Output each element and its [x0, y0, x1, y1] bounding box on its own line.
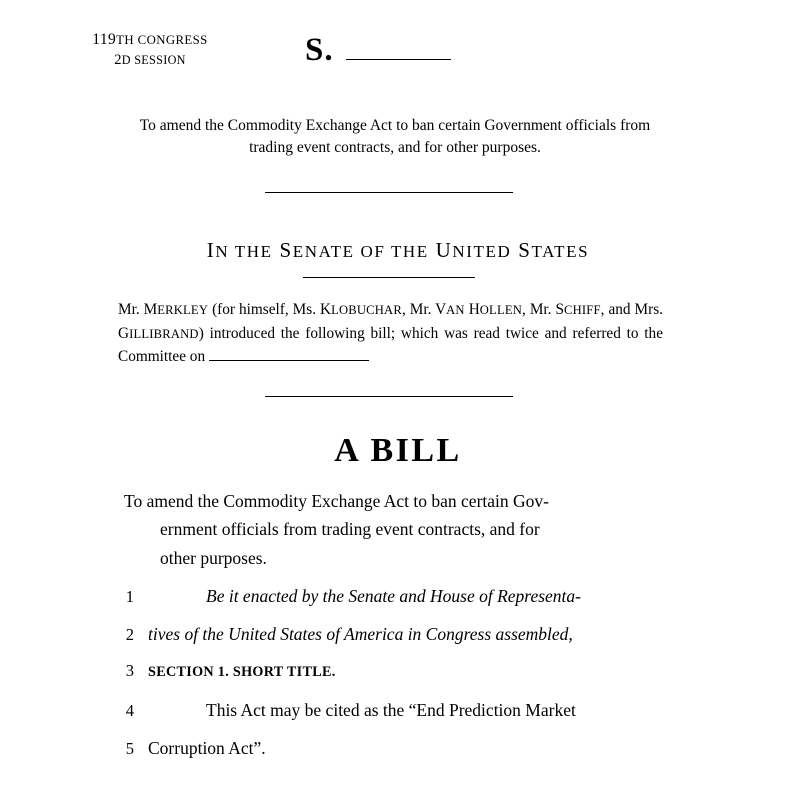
divider-rule-top: [265, 192, 513, 193]
bill-purpose-line-2: ernment officials from trading event contracts, and for: [160, 519, 540, 540]
committee-blank: [209, 347, 369, 361]
line-text: tives of the United States of America in Congress assembled,: [148, 624, 573, 644]
line-number: 3: [125, 661, 134, 680]
congress-number: 119: [92, 31, 117, 48]
bill-line: [0, 661, 796, 699]
bill-number-block: [305, 32, 451, 69]
congress-session-block: [0, 30, 290, 70]
purpose-statement: To amend the Commodity Exchange Act to ban certain Government officials from trading event contracts, and for other purposes.: [139, 117, 651, 157]
line-number: 5: [125, 739, 134, 758]
bill-purpose-line-1: To amend the Commodity Exchange Act to ban certain Gov-: [124, 491, 549, 511]
divider-rule-bottom: [265, 396, 513, 397]
bill-number-blank: [346, 37, 451, 60]
line-number: 4: [125, 701, 134, 720]
bill-purpose-paragraph: [124, 487, 656, 572]
bill-line: [0, 737, 796, 775]
session-label: [10, 51, 290, 71]
line-text: Be it enacted by the Senate and House of Representa-: [206, 586, 581, 606]
bill-line: [0, 623, 796, 661]
bill-purpose-line-3: other purposes.: [160, 547, 267, 568]
congress-label: [10, 30, 290, 51]
chamber-heading: IN THE SENATE OF THE UNITED STATES: [206, 238, 590, 262]
congress-suffix: TH CONGRESS: [116, 33, 208, 47]
bill-chamber-letter: S.: [305, 32, 334, 68]
section-heading: SECTION 1. SHORT TITLE.: [148, 664, 336, 680]
sponsors-paragraph: Mr. MERKLEY (for himself, Ms. KLOBUCHAR, Mr. VAN HOLLEN, Mr. SCHIFF, and Mrs. GILLIBRAND) introduced the following bill; which was read twice and referred to the Committee on: [118, 301, 663, 366]
line-number: 2: [125, 625, 134, 644]
session-number: 2: [114, 51, 122, 68]
page-title: A BILL: [334, 432, 462, 469]
bill-line: [0, 699, 796, 737]
line-text: This Act may be cited as the “End Prediction Market: [206, 700, 576, 720]
divider-rule-middle: [303, 277, 475, 278]
line-text: Corruption Act”.: [148, 738, 266, 758]
numbered-lines: [0, 585, 796, 775]
session-suffix: D SESSION: [121, 52, 186, 67]
line-number: 1: [125, 587, 134, 606]
bill-line: [0, 585, 796, 623]
